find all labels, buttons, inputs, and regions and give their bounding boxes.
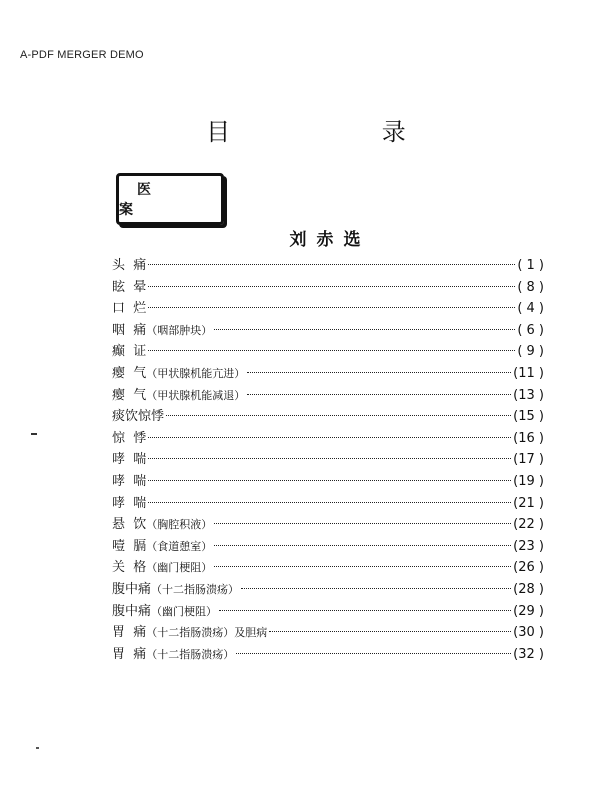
toc-entry-title: 腹中痛 [112, 603, 152, 619]
toc-leader-dots [247, 371, 511, 373]
toc-leader-dots [214, 565, 511, 567]
page-title: 目 录 [206, 118, 478, 146]
toc-entry-title: 悬 饮 [112, 517, 147, 533]
toc-entry-title: 哮 喘 [112, 452, 147, 468]
toc-entry-title: 关 格 [112, 560, 147, 576]
toc-entry-page: (17 ) [513, 452, 544, 468]
toc-leader-dots [148, 457, 511, 459]
toc-leader-dots [214, 522, 511, 524]
section-label-box [116, 173, 224, 225]
toc-entry-title: 腹中痛 [112, 581, 152, 597]
toc-entry[interactable] [112, 471, 544, 493]
toc-entry-page: (16 ) [513, 430, 544, 446]
toc-entry-note: （甲状腺机能减退） [146, 388, 246, 402]
toc-leader-dots [247, 393, 511, 395]
toc-entry[interactable] [112, 320, 544, 342]
toc-entry-page: (13 ) [513, 387, 544, 403]
toc-entry-page: (22 ) [513, 517, 544, 533]
toc-entry[interactable] [112, 514, 544, 536]
toc-leader-dots [148, 436, 511, 438]
toc-entry-title: 咽 痛 [112, 322, 147, 338]
toc-entry[interactable] [112, 601, 544, 623]
toc-entry-page: ( 4 ) [517, 301, 544, 317]
toc-entry-note: （幽门梗阻） [151, 604, 218, 618]
toc-leader-dots [148, 263, 515, 265]
toc-entry-title: 癫 证 [112, 344, 147, 360]
toc-entry-title: 噎 膈 [112, 538, 147, 554]
toc-entry-note: （幽门梗阻） [146, 561, 213, 575]
toc-leader-dots [269, 630, 511, 632]
scan-mark [31, 433, 37, 435]
toc-entry[interactable] [112, 557, 544, 579]
toc-leader-dots [219, 609, 511, 611]
toc-entry-title: 惊 悸 [112, 430, 147, 446]
toc-entry[interactable] [112, 406, 544, 428]
toc-entry-page: (15 ) [513, 409, 544, 425]
toc-entry-title: 胃 痛 [112, 625, 147, 641]
toc-entry-page: (19 ) [513, 473, 544, 489]
toc-entry-page: (23 ) [513, 538, 544, 554]
toc-leader-dots [148, 501, 511, 503]
toc-entry-note: （甲状腺机能亢进） [146, 366, 246, 380]
toc-entry-note: （十二指肠溃疡） [146, 647, 235, 661]
toc-entry-page: ( 1 ) [517, 258, 544, 273]
toc-entry-page: ( 9 ) [517, 344, 544, 360]
toc-entry-title: 瘿 气 [112, 387, 147, 403]
toc-entry-title: 胃 痛 [112, 646, 147, 662]
toc-entry[interactable] [112, 536, 544, 558]
toc-entry-note: （胸腔积液） [146, 518, 213, 532]
toc-entry-note: （食道憩室） [146, 539, 213, 553]
toc-entry-title: 眩 晕 [112, 279, 147, 295]
toc-entry-page: (32 ) [513, 646, 544, 662]
toc-leader-dots [236, 652, 511, 654]
toc-entry-page: ( 8 ) [517, 279, 544, 295]
table-of-contents [112, 255, 544, 665]
toc-entry[interactable] [112, 493, 544, 515]
toc-leader-dots [214, 328, 515, 330]
toc-entry-note: （十二指肠溃疡） [151, 582, 240, 596]
toc-entry-page: (30 ) [513, 625, 544, 641]
toc-entry-title: 哮 喘 [112, 473, 147, 489]
toc-entry-page: (28 ) [513, 581, 544, 597]
toc-entry-title: 哮 喘 [112, 495, 147, 511]
toc-entry[interactable] [112, 363, 544, 385]
toc-leader-dots [148, 479, 511, 481]
toc-leader-dots [166, 414, 511, 416]
toc-entry-title: 瘿 气 [112, 365, 147, 381]
section-label: 医 案 [119, 182, 169, 218]
watermark-text: A-PDF MERGER DEMO [20, 49, 144, 61]
toc-entry[interactable] [112, 341, 544, 363]
toc-entry[interactable] [112, 449, 544, 471]
toc-leader-dots [214, 544, 511, 546]
toc-entry[interactable] [112, 298, 544, 320]
toc-leader-dots [148, 306, 515, 308]
toc-entry[interactable] [112, 428, 544, 450]
toc-leader-dots [148, 349, 515, 351]
toc-entry-title: 口 烂 [112, 301, 147, 317]
toc-entry-title: 痰饮惊悸 [112, 409, 165, 425]
toc-entry-page: (21 ) [513, 495, 544, 511]
toc-entry[interactable] [112, 644, 544, 666]
toc-entry-page: (11 ) [513, 365, 544, 381]
author-name: 刘赤选 [289, 230, 371, 250]
toc-entry-note: （咽部肿块） [146, 323, 213, 337]
toc-entry[interactable] [112, 255, 544, 277]
scan-mark [36, 747, 39, 749]
toc-entry-page: (26 ) [513, 560, 544, 576]
toc-leader-dots [148, 285, 515, 287]
toc-entry[interactable] [112, 622, 544, 644]
toc-entry-page: ( 6 ) [517, 322, 544, 338]
toc-entry-note: （十二指肠溃疡）及胆病 [146, 626, 268, 640]
toc-entry-page: (29 ) [513, 603, 544, 619]
toc-entry[interactable] [112, 277, 544, 299]
toc-leader-dots [241, 587, 511, 589]
toc-entry[interactable] [112, 385, 544, 407]
toc-entry[interactable] [112, 579, 544, 601]
toc-entry-title: 头 痛 [112, 258, 147, 273]
